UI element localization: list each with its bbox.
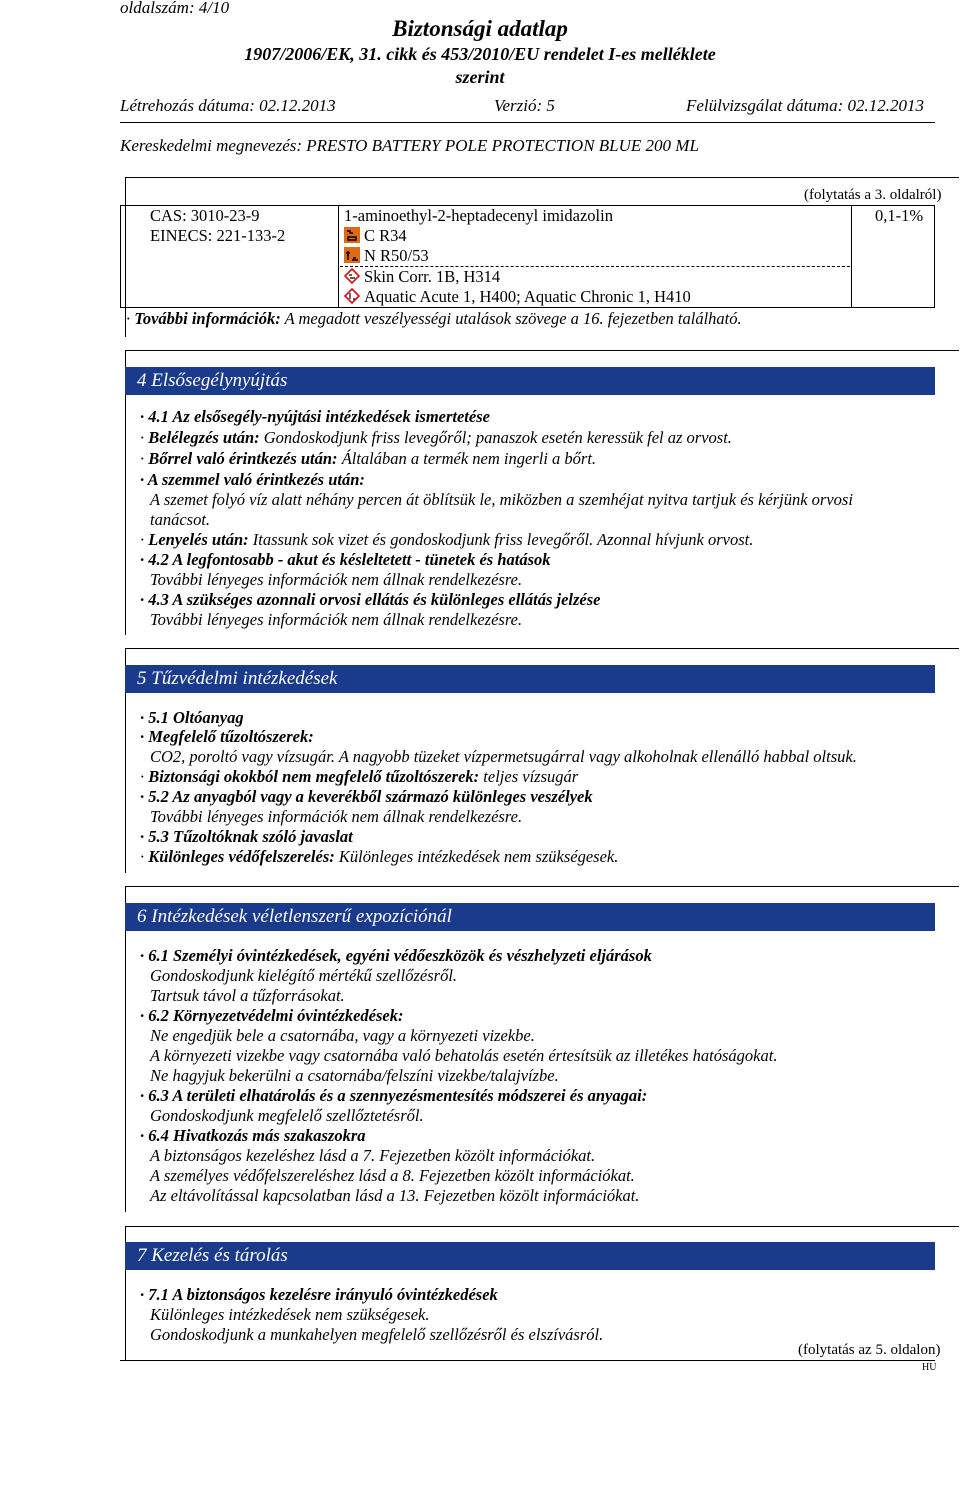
inhalation-text: Gondoskodjunk friss levegőről; panaszok esetén keressük fel az orvost. bbox=[263, 428, 732, 447]
according-line: szerint bbox=[455, 67, 505, 87]
h314-label: Skin Corr. 1B, H314 bbox=[364, 267, 501, 286]
ingestion-label: Lenyelés után: bbox=[148, 530, 249, 549]
s71-text-2: Gondoskodjunk a munkahelyen megfelelő szellőzésről és elszívásról. bbox=[150, 1325, 604, 1344]
ingestion-row: · Lenyelés után: Itassunk sok vizet és gondoskodjunk friss levegőről. Azonnal hívjunk orvost. bbox=[140, 530, 754, 549]
s61-text-2: Tartsuk távol a tűzforrásokat. bbox=[150, 986, 345, 1005]
s43-text: További lényeges információk nem állnak rendelkezésre. bbox=[150, 610, 523, 629]
s71-heading: · 7.1 A biztonságos kezelésre irányuló óvintézkedések bbox=[140, 1285, 498, 1304]
unsuitable-label: Biztonsági okokból nem megfelelő tűzoltószerek: bbox=[148, 767, 480, 786]
corrosive-icon bbox=[344, 227, 360, 243]
eye-text-2: tanácsot. bbox=[150, 510, 211, 529]
regulation-line: 1907/2006/EK, 31. cikk és 453/2010/EU rendelet I-es melléklete bbox=[244, 44, 716, 64]
header-divider bbox=[120, 122, 935, 123]
s61-text-1: Gondoskodjunk kielégítő mértékű szellőzésről. bbox=[150, 966, 458, 985]
s53-label: 5.3 Tűzoltóknak szóló javaslat bbox=[148, 827, 353, 846]
s51-label: 5.1 Oltóanyag bbox=[148, 708, 244, 727]
concentration: 0,1-1% bbox=[875, 206, 924, 225]
environment-ghs-icon bbox=[344, 288, 360, 304]
additional-info-label: További információk: bbox=[134, 309, 281, 328]
additional-info: · További információk: A megadott veszélyességi utalások szövege a 16. fejezetben található. bbox=[126, 309, 742, 328]
s64-label: 6.4 Hivatkozás más szakaszokra bbox=[148, 1126, 366, 1145]
s42-heading: · 4.2 A legfontosabb - akut és késleltetett - tünetek és hatások bbox=[140, 550, 551, 569]
s53-heading: · 5.3 Tűzoltóknak szóló javaslat bbox=[140, 827, 353, 846]
s71-label: 7.1 A biztonságos kezelésre irányuló óvintézkedések bbox=[148, 1285, 498, 1304]
eye-label: A szemmel való érintkezés után: bbox=[147, 470, 365, 489]
footer-divider bbox=[120, 1360, 935, 1361]
language-code: HU bbox=[922, 1362, 937, 1373]
created-date: Létrehozás dátuma: 02.12.2013 bbox=[120, 96, 336, 115]
ingredient-divider bbox=[851, 205, 852, 308]
ppe-text: Különleges intézkedések nem szükségesek. bbox=[338, 847, 619, 866]
s61-heading: · 6.1 Személyi óvintézkedések, egyéni védőeszközök és vészhelyzeti eljárások bbox=[140, 946, 652, 965]
s52-label: 5.2 Az anyagból vagy a keverékből származó különleges veszélyek bbox=[148, 787, 593, 806]
s71-text-1: Különleges intézkedések nem szükségesek. bbox=[150, 1305, 430, 1324]
trade-name: Kereskedelmi megnevezés: PRESTO BATTERY POLE PROTECTION BLUE 200 ML bbox=[120, 136, 699, 155]
r50-label: N R50/53 bbox=[364, 246, 429, 265]
r34-label: C R34 bbox=[364, 226, 407, 245]
suitable-heading: · Megfelelő tűzoltószerek: bbox=[140, 727, 314, 746]
skin-row: · Bőrrel való érintkezés után: Általában a termék nem ingerli a bőrt. bbox=[140, 449, 597, 468]
skin-label: Bőrrel való érintkezés után: bbox=[148, 449, 338, 468]
s52-heading: · 5.2 Az anyagból vagy a keverékből származó különleges veszélyek bbox=[140, 787, 593, 806]
s62-heading: · 6.2 Környezetvédelmi óvintézkedések: bbox=[140, 1006, 404, 1025]
eye-text-1: A szemet folyó víz alatt néhány percen át öblítsük le, miközben a szemhéjat nyitva tartjuk és kérjünk orvosi bbox=[150, 490, 853, 509]
environment-icon bbox=[344, 247, 360, 263]
s62-text-3: Ne hagyjuk bekerülni a csatornába/felszíni vizekbe/talajvízbe. bbox=[150, 1066, 559, 1085]
s64-text-3: Az eltávolítással kapcsolatban lásd a 13. Fejezetben közölt információkat. bbox=[150, 1186, 640, 1205]
classification-h400 bbox=[344, 287, 691, 307]
document-title: Biztonsági adatlap bbox=[392, 16, 568, 41]
h400-label: Aquatic Acute 1, H400; Aquatic Chronic 1, H410 bbox=[364, 287, 691, 306]
s63-heading: · 6.3 A területi elhatárolás és a szennyezésmentesítés módszerei és anyagai: bbox=[140, 1086, 648, 1105]
section4-heading: 4 Elsősegélynyújtás bbox=[125, 367, 935, 395]
corrosion-ghs-icon bbox=[344, 268, 360, 284]
suitable-label: Megfelelő tűzoltószerek: bbox=[148, 727, 314, 746]
s43-label: 4.3 A szükséges azonnali orvosi ellátás és különleges ellátás jelzése bbox=[148, 590, 601, 609]
ingredient-divider bbox=[338, 205, 339, 308]
s64-text-2: A személyes védőfelszereléshez lásd a 8. Fejezetben közölt információkat. bbox=[150, 1166, 635, 1185]
suitable-text: CO2, poroltó vagy vízsugár. A nagyobb tüzeket vízpermetsugárral vagy alkoholnak ellenálló habbal oltsuk. bbox=[150, 747, 857, 766]
s63-text-1: Gondoskodjunk megfelelő szellőztetésről. bbox=[150, 1106, 424, 1125]
continuation-bottom: (folytatás az 5. oldalon) bbox=[798, 1342, 941, 1358]
s42-text: További lényeges információk nem állnak rendelkezésre. bbox=[150, 570, 523, 589]
version: Verzió: 5 bbox=[494, 96, 555, 115]
s64-heading: · 6.4 Hivatkozás más szakaszokra bbox=[140, 1126, 366, 1145]
section5-heading: 5 Tűzvédelmi intézkedések bbox=[125, 665, 935, 693]
s51-heading: · 5.1 Oltóanyag bbox=[140, 708, 244, 727]
s63-label: 6.3 A területi elhatárolás és a szennyezésmentesítés módszerei és anyagai: bbox=[148, 1086, 648, 1105]
page-number: oldalszám: 4/10 bbox=[120, 0, 230, 17]
inhalation-label: Belélegzés után: bbox=[148, 428, 260, 447]
section7-heading: 7 Kezelés és tárolás bbox=[125, 1242, 935, 1270]
classification-r34 bbox=[344, 226, 407, 246]
einecs-number: EINECS: 221-133-2 bbox=[150, 226, 286, 245]
eye-heading: · A szemmel való érintkezés után: bbox=[140, 470, 365, 489]
revised-date: Felülvizsgálat dátuma: 02.12.2013 bbox=[686, 96, 924, 115]
classification-h314 bbox=[344, 267, 500, 287]
continuation-top: (folytatás a 3. oldalról) bbox=[804, 187, 942, 203]
section6-heading: 6 Intézkedések véletlenszerű expozíciónál bbox=[125, 903, 935, 931]
s43-heading: · 4.3 A szükséges azonnali orvosi ellátás és különleges ellátás jelzése bbox=[140, 590, 601, 609]
cas-number: CAS: 3010-23-9 bbox=[150, 206, 260, 225]
unsuitable-row: · Biztonsági okokból nem megfelelő tűzoltószerek: teljes vízsugár bbox=[140, 767, 579, 786]
ppe-label: Különleges védőfelszerelés: bbox=[148, 847, 335, 866]
s62-text-1: Ne engedjük bele a csatornába, vagy a környezeti vizekbe. bbox=[150, 1026, 535, 1045]
s41-label: 4.1 Az elsősegély-nyújtási intézkedések ismertetése bbox=[148, 407, 490, 426]
s42-label: 4.2 A legfontosabb - akut és késleltetett - tünetek és hatások bbox=[148, 550, 551, 569]
s64-text-1: A biztonságos kezeléshez lásd a 7. Fejezetben közölt információkat. bbox=[150, 1146, 596, 1165]
s62-text-2: A környezeti vizekbe vagy csatornába való behatolás esetén értesítsük az illetékes hatóságokat. bbox=[150, 1046, 778, 1065]
s41-heading: · 4.1 Az elsősegély-nyújtási intézkedések ismertetése bbox=[140, 407, 490, 426]
ingredient-name: 1-aminoethyl-2-heptadecenyl imidazolin bbox=[344, 206, 613, 225]
ingestion-text: Itassunk sok vizet és gondoskodjunk friss levegőről. Azonnal hívjunk orvost. bbox=[252, 530, 754, 549]
skin-text: Általában a termék nem ingerli a bőrt. bbox=[341, 449, 597, 468]
additional-info-text: A megadott veszélyességi utalások szövege a 16. fejezetben található. bbox=[284, 309, 742, 328]
unsuitable-text: teljes vízsugár bbox=[483, 767, 579, 786]
inhalation-row: · Belélegzés után: Gondoskodjunk friss levegőről; panaszok esetén keressük fel az orvost. bbox=[140, 428, 732, 447]
classification-r50 bbox=[344, 246, 429, 266]
s61-label: 6.1 Személyi óvintézkedések, egyéni védőeszközök és vészhelyzeti eljárások bbox=[148, 946, 652, 965]
ppe-row: · Különleges védőfelszerelés: Különleges intézkedések nem szükségesek. bbox=[140, 847, 619, 866]
s62-label: 6.2 Környezetvédelmi óvintézkedések: bbox=[148, 1006, 404, 1025]
s52-text: További lényeges információk nem állnak rendelkezésre. bbox=[150, 807, 523, 826]
